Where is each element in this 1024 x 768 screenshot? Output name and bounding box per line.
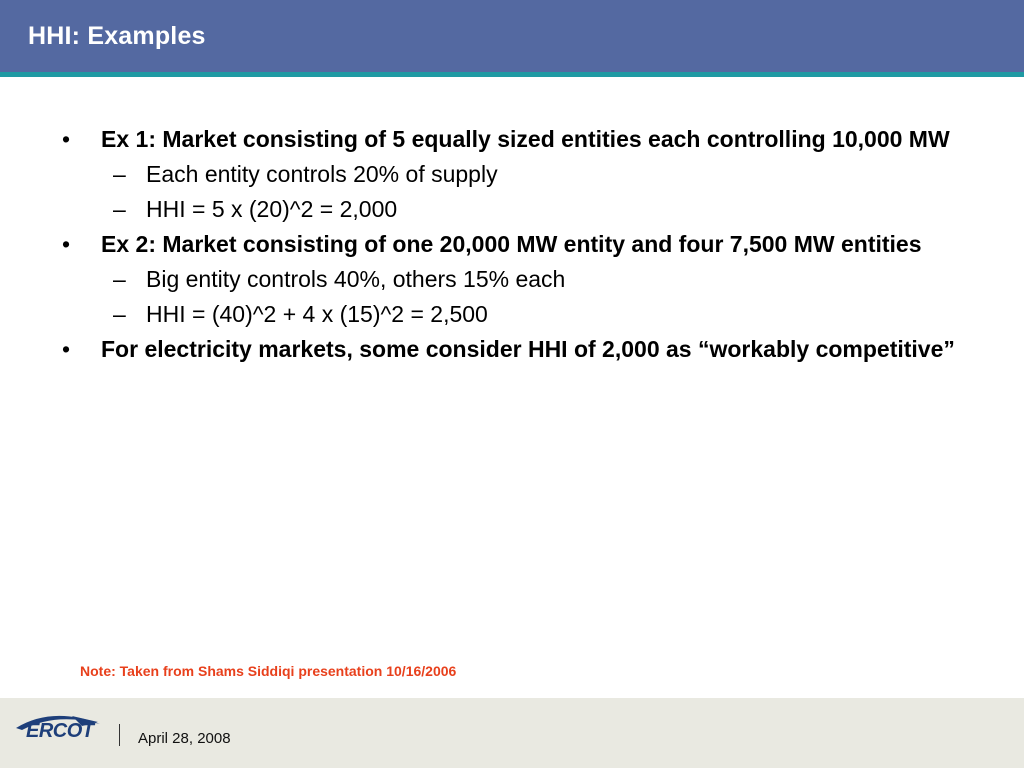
bullet-item-1	[0, 124, 1024, 155]
header-bar	[0, 0, 1024, 72]
bullet-item-2	[0, 229, 1024, 260]
bullet-mark: •	[62, 126, 71, 152]
sub-text: Big entity controls 40%, others 15% each	[146, 266, 566, 292]
sub-item-1-1	[0, 159, 1024, 190]
sub-mark: –	[113, 196, 126, 222]
footer-divider	[119, 724, 120, 746]
logo-wordmark: ERCOT	[26, 720, 94, 742]
sub-text: Each entity controls 20% of supply	[146, 161, 498, 187]
sub-mark: –	[113, 161, 126, 187]
bullet-text: Ex 1: Market consisting of 5 equally sized entities each controlling 10,000 MW	[101, 126, 950, 152]
sub-text: HHI = 5 x (20)^2 = 2,000	[146, 196, 398, 222]
sub-text: HHI = (40)^2 + 4 x (15)^2 = 2,500	[146, 301, 488, 327]
sub-item-2-1	[0, 264, 1024, 295]
footer-date: April 28, 2008	[138, 730, 231, 747]
footer-bar	[0, 698, 1024, 768]
header-stripe	[0, 72, 1024, 77]
bullet-text: Ex 2: Market consisting of one 20,000 MW entity and four 7,500 MW entities	[101, 231, 922, 257]
sub-mark: –	[113, 266, 126, 292]
bullet-item-3	[0, 334, 1024, 365]
slide-title: HHI: Examples	[28, 22, 206, 50]
sub-mark: –	[113, 301, 126, 327]
bullet-list	[0, 124, 1024, 369]
sub-item-2-2	[0, 299, 1024, 330]
sub-item-1-2	[0, 194, 1024, 225]
bullet-mark: •	[62, 231, 71, 257]
source-note: Note: Taken from Shams Siddiqi presentation 10/16/2006	[80, 663, 457, 679]
bullet-text: For electricity markets, some consider HHI of 2,000 as “workably competitive”	[101, 336, 955, 362]
bullet-mark: •	[62, 336, 71, 362]
